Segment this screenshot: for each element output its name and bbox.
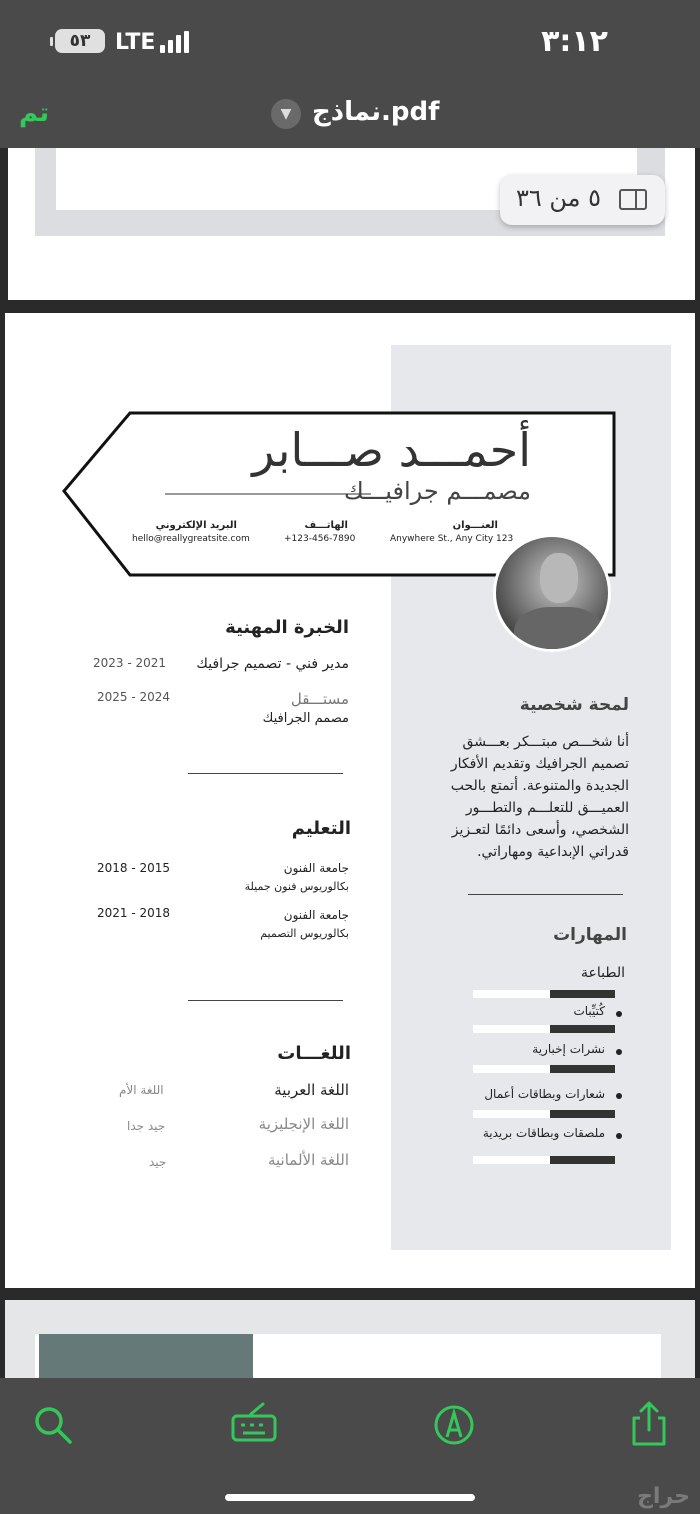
skill-label: نشرات إخبارية <box>532 1042 605 1056</box>
education-years: 2018 - 2015 <box>97 861 171 875</box>
resume-name: أحمـــد صـــابر <box>252 423 531 477</box>
network-label: LTE <box>115 30 156 55</box>
profile-title: لمحة شخصية <box>519 695 629 715</box>
experience-role: مدير فني - تصميم جرافيك <box>196 656 349 672</box>
language-level: جيد <box>149 1155 167 1169</box>
address-value: Anywhere St., Any City 123 <box>390 534 514 544</box>
experience-role: مستـــقل <box>290 690 349 708</box>
bullet-icon <box>616 1093 622 1099</box>
language-name: اللغة العربية <box>274 1081 349 1099</box>
education-years: 2021 - 2018 <box>97 906 171 920</box>
bottom-toolbar <box>0 1378 700 1514</box>
education-title: التعليم <box>291 818 351 839</box>
skill-bar <box>550 1156 615 1164</box>
profile-line: الجديدة والمتنوعة. أتمتع بالحب <box>450 778 629 794</box>
language-name: اللغة الإنجليزية <box>258 1115 349 1133</box>
pdf-page-current <box>5 313 695 1288</box>
profile-line: تصميم الجرافيك وتقديم الأفكار <box>450 756 629 772</box>
phone-label: الهاتـــف <box>304 520 348 531</box>
pdf-page-next <box>5 1300 695 1378</box>
done-button[interactable]: تم <box>19 98 50 128</box>
education-school: جامعة الفنون <box>283 908 349 922</box>
divider <box>188 773 343 774</box>
avatar <box>493 534 611 652</box>
profile-line: قدراتي الإبداعية ومهاراتي. <box>477 844 629 860</box>
home-indicator[interactable] <box>225 1494 475 1501</box>
skills-subtitle: الطباعة <box>581 965 625 981</box>
education-school: جامعة الفنون <box>283 861 349 875</box>
bullet-icon <box>616 1133 622 1139</box>
experience-title: الخبرة المهنية <box>225 617 349 638</box>
divider <box>468 894 623 895</box>
experience-years: 2023 - 2021 <box>93 656 167 670</box>
language-level: جيد جدا <box>127 1119 166 1133</box>
experience-years: 2025 - 2024 <box>97 690 171 704</box>
markup-icon[interactable] <box>229 1400 279 1450</box>
language-level: اللغة الأم <box>119 1083 164 1097</box>
skill-bar <box>550 1110 615 1118</box>
skill-bar <box>550 1025 615 1033</box>
email-value: hello@reallygreatsite.com <box>132 534 250 544</box>
experience-role-sub: مصمم الجرافيك <box>262 711 349 726</box>
languages-title: اللغـــات <box>277 1043 351 1064</box>
profile-line: أنا شخـــص مبتـــكر بعـــشق <box>462 734 629 750</box>
sidebar-icon <box>619 189 647 210</box>
page-indicator[interactable] <box>500 175 665 225</box>
skill-label: شعارات وبطاقات أعمال <box>484 1087 605 1101</box>
document-title[interactable]: نماذج.pdf <box>312 97 440 127</box>
share-icon[interactable] <box>624 1400 674 1450</box>
signal-icon <box>160 31 200 53</box>
skill-label: كُتيِّبات <box>573 1004 605 1018</box>
resume <box>31 345 671 1250</box>
nav-bar <box>0 88 700 148</box>
chevron-down-icon[interactable]: ▼ <box>271 99 301 129</box>
resume-role: مصمـــم جرافيـــك <box>343 477 531 505</box>
divider <box>188 1000 343 1001</box>
education-degree: بكالوريوس فنون جميلة <box>244 880 349 893</box>
phone-value: +123-456-7890 <box>284 534 356 544</box>
education-degree: بكالوريوس التصميم <box>260 927 349 940</box>
search-icon[interactable] <box>28 1400 78 1450</box>
page-indicator-label: ٥ من ٣٦ <box>516 184 602 212</box>
status-bar <box>0 0 700 88</box>
email-label: البريد الإلكتروني <box>155 520 237 531</box>
skill-label: ملصقات وبطاقات بريدية <box>482 1126 605 1140</box>
profile-line: الشخصي، وأسعى دائمًا لتعـزيز <box>451 822 629 838</box>
address-label: العنـــوان <box>452 520 498 531</box>
skill-bar <box>550 990 615 998</box>
bullet-icon <box>616 1049 622 1055</box>
bullet-icon <box>616 1011 622 1017</box>
pdf-viewer[interactable] <box>0 148 700 1378</box>
profile-line: العميـــق للتعلـــم والتطـــور <box>465 800 629 816</box>
skill-bar <box>550 1065 615 1073</box>
watermark: حراج <box>637 1484 690 1509</box>
battery-indicator: ٥٣ <box>55 29 105 53</box>
skills-title: المهارات <box>553 925 627 945</box>
language-name: اللغة الألمانية <box>267 1151 349 1169</box>
pen-icon[interactable] <box>429 1400 479 1450</box>
clock: ٣:١٢ <box>541 24 608 59</box>
